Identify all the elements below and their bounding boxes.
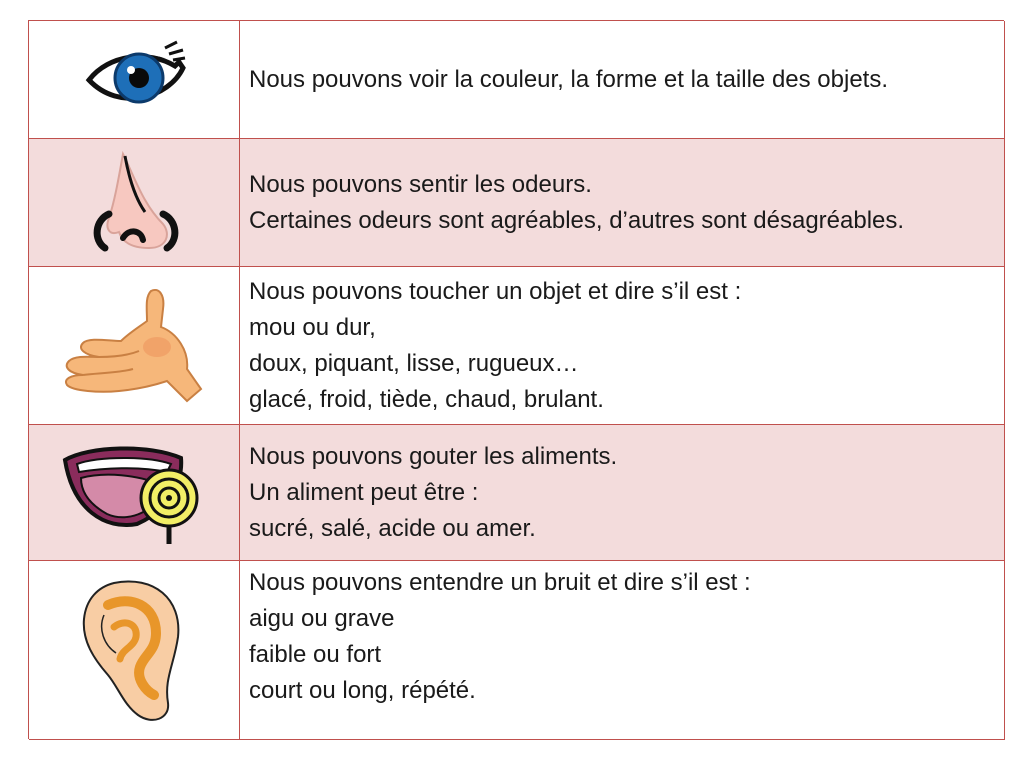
touch-line-1: Nous pouvons toucher un objet et dire s’il est : [249,277,742,305]
hand-icon [59,281,209,411]
taste-line-3: sucré, salé, acide ou amer. [249,514,536,542]
smell-line-2: Certaines odeurs sont agréables, d’autres sont désagréables. [249,206,905,234]
hearing-line-2: aigu ou grave [249,605,395,632]
hearing-line-4: court ou long, répété. [249,677,476,704]
ear-icon [74,575,194,725]
taste-line-1: Nous pouvons gouter les aliments. [249,442,618,470]
eye-icon [79,38,189,122]
text-cell [249,561,992,739]
icon-cell [29,561,240,739]
touch-line-3: doux, piquant, lisse, rugueux… [249,349,579,377]
table-row-touch [29,267,1005,425]
sight-line-1: Nous pouvons voir la couleur, la forme et la taille des objets. [249,65,889,93]
senses-table [28,20,1004,739]
hearing-line-1: Nous pouvons entendre un bruit et dire s’il est : [249,569,751,596]
taste-line-2: Un aliment peut être : [249,478,479,506]
table-row-hearing [29,561,1005,740]
text-cell [249,267,992,424]
text-cell [249,139,992,266]
icon-cell [29,139,240,266]
text-cell [249,425,992,560]
touch-line-4: glacé, froid, tiède, chaud, brulant. [249,385,604,413]
table-row-taste [29,425,1005,561]
table-row-smell [29,139,1005,267]
icon-cell [29,425,240,560]
smell-line-1: Nous pouvons sentir les odeurs. [249,170,592,198]
hearing-line-3: faible ou fort [249,641,382,668]
icon-cell [29,21,240,138]
nose-icon [79,148,189,258]
text-cell [249,21,992,138]
table-row-sight [29,21,1005,139]
icon-cell [29,267,240,424]
mouth-lollipop-icon [59,438,209,548]
touch-line-2: mou ou dur, [249,313,376,341]
